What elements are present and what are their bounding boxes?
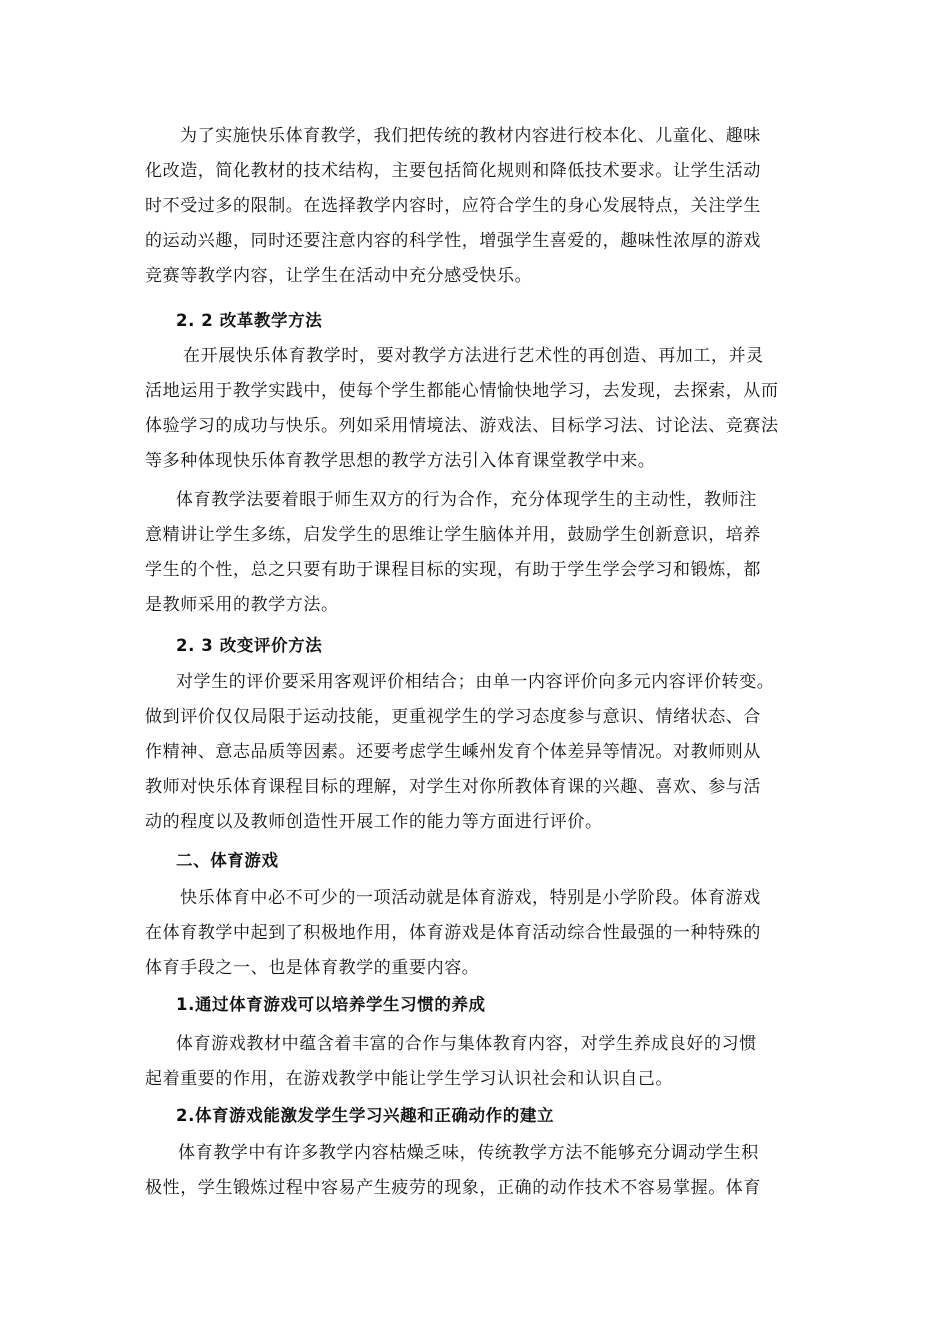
paragraph-line: 体验学习的成功与快乐。列如采用情境法、游戏法、目标学习法、讨论法、竞赛法 [145, 416, 779, 436]
paragraph-line: 等多种体现快乐体育教学思想的教学方法引入体育课堂教学中来。 [145, 451, 656, 471]
paragraph-line: 化改造，简化教材的技术结构，主要包括简化规则和降低技术要求。让学生活动 [145, 161, 761, 181]
paragraph-line: 起着重要的作用，在游戏教学中能让学生学习认识社会和认识自己。 [145, 1069, 673, 1089]
section-heading: 1.通过体育游戏可以培养学生习惯的养成 [176, 995, 486, 1014]
paragraph-line: 竞赛等教学内容，让学生在活动中充分感受快乐。 [145, 266, 533, 286]
paragraph-line: 的运动兴趣，同时还要注意内容的科学性，增强学生喜爱的，趣味性浓厚的游戏 [145, 231, 761, 251]
section-heading: 2. 2 改革教学方法 [176, 311, 323, 330]
paragraph-line: 快乐体育中必不可少的一项活动就是体育游戏，特别是小学阶段。体育游戏 [180, 888, 761, 908]
paragraph-line: 作精神、意志品质等因素。还要考虑学生嵊州发育个体差异等情况。对教师则从 [145, 742, 761, 762]
paragraph-line: 时不受过多的限制。在选择教学内容时，应符合学生的身心发展特点，关注学生 [145, 196, 761, 216]
paragraph-line: 极性，学生锻炼过程中容易产生疲劳的现象，正确的动作技术不容易掌握。体育 [145, 1178, 761, 1198]
paragraph-line: 体育教学法要着眼于师生双方的行为合作，充分体现学生的主动性，教师注 [176, 490, 757, 510]
paragraph-line: 体育教学中有许多教学内容枯燥乏味，传统教学方法不能够充分调动学生积 [178, 1143, 759, 1163]
paragraph-line: 为了实施快乐体育教学，我们把传统的教材内容进行校本化、儿童化、趣味 [180, 126, 761, 146]
paragraph-line: 在体育教学中起到了积极地作用，体育游戏是体育活动综合性最强的一种特殊的 [145, 923, 761, 943]
paragraph-line: 体育手段之一、也是体育教学的重要内容。 [145, 958, 480, 978]
paragraph-line: 对学生的评价要采用客观评价相结合；由单一内容评价向多元内容评价转变。 [176, 672, 775, 692]
section-heading: 2.体育游戏能激发学生学习兴趣和正确动作的建立 [176, 1106, 555, 1125]
paragraph-line: 学生的个性，总之只要有助于课程目标的实现，有助于学生学会学习和锻炼，都 [145, 560, 761, 580]
paragraph-line: 教师对快乐体育课程目标的理解，对学生对你所教体育课的兴趣、喜欢、参与活 [145, 777, 761, 797]
section-heading: 二、体育游戏 [176, 851, 279, 870]
paragraph-line: 动的程度以及教师创造性开展工作的能力等方面进行评价。 [145, 812, 603, 832]
paragraph-line: 体育游戏教材中蕴含着丰富的合作与集体教育内容，对学生养成良好的习惯 [176, 1034, 757, 1054]
section-heading: 2. 3 改变评价方法 [176, 636, 323, 655]
paragraph-line: 做到评价仅仅局限于运动技能，更重视学生的学习态度参与意识、情绪状态、合 [145, 707, 761, 727]
paragraph-line: 意精讲让学生多练，启发学生的思维让学生脑体并用，鼓励学生创新意识，培养 [145, 525, 761, 545]
paragraph-line: 是教师采用的教学方法。 [145, 595, 339, 615]
paragraph-line: 活地运用于教学实践中，使每个学生都能心情愉快地学习，去发现，去探索，从而 [145, 381, 779, 401]
paragraph-line: 在开展快乐体育教学时，要对教学方法进行艺术性的再创造、再加工，并灵 [183, 346, 764, 366]
